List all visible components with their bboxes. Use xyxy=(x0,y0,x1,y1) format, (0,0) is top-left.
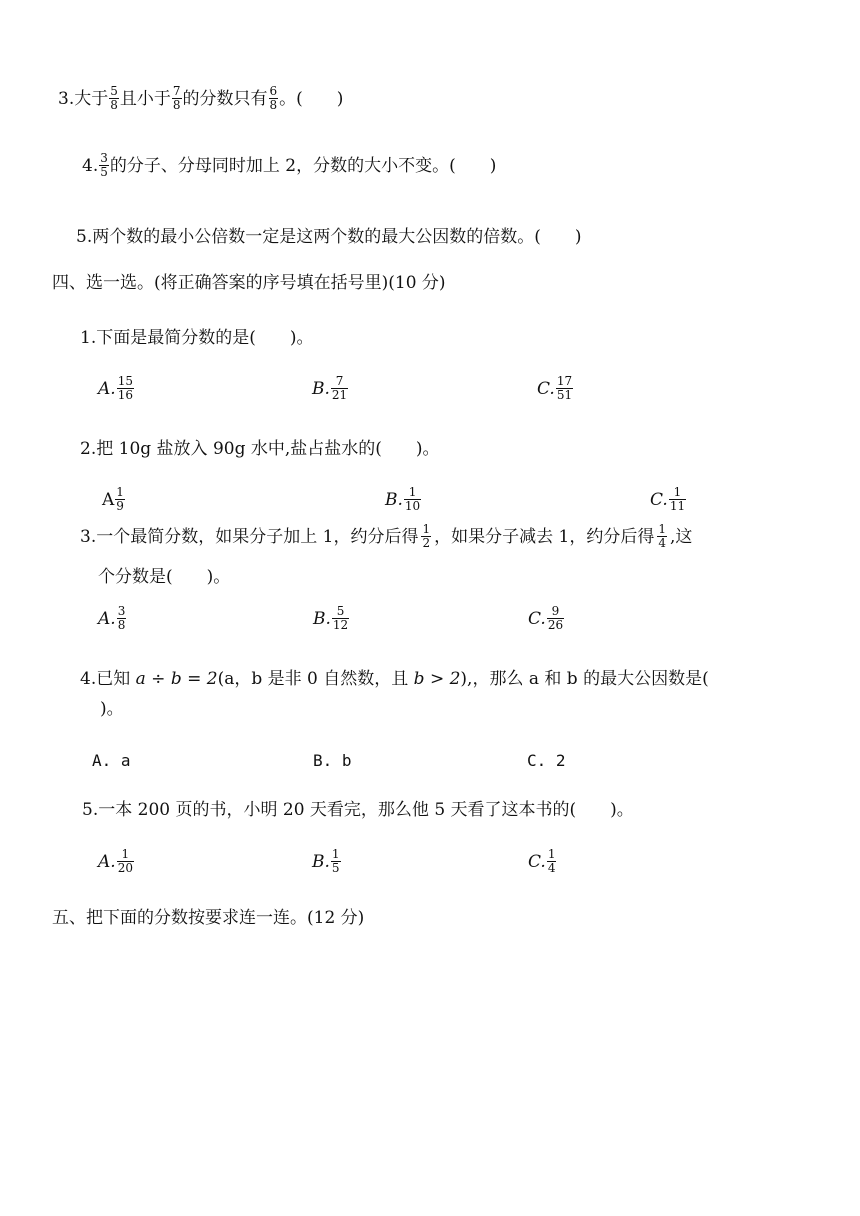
option-a[interactable] xyxy=(98,849,135,876)
question-text: 5.两个数的最小公倍数一定是这两个数的最大公因数的倍数。( ) xyxy=(76,227,582,247)
question-number: 4. xyxy=(82,156,99,176)
option-b[interactable]: B. b xyxy=(313,751,352,770)
question-text: ,这 xyxy=(669,527,693,547)
option-b[interactable] xyxy=(313,606,350,633)
option-label: C. xyxy=(650,490,668,510)
option-b[interactable] xyxy=(385,487,422,514)
option-a[interactable] xyxy=(98,376,135,403)
option-label: A. xyxy=(98,852,116,872)
option-c[interactable] xyxy=(528,606,565,633)
option-c[interactable] xyxy=(528,849,557,876)
fraction: $\frac{1}{11}$ xyxy=(669,485,686,513)
option-a[interactable] xyxy=(98,606,127,633)
section-5-title: 五、把下面的分数按要求连一连。(12 分) xyxy=(52,908,365,928)
fraction: $\frac{1}{5}$ xyxy=(331,847,340,875)
fraction: $\frac{5}{8}$ xyxy=(110,84,118,112)
option-label: B. xyxy=(312,379,330,399)
option-c[interactable]: C. 2 xyxy=(527,751,566,770)
fraction: $\frac{5}{12}$ xyxy=(332,604,349,632)
answer-blank[interactable]: 的分子、分母同时加上 2，分数的大小不变。( ) xyxy=(109,156,497,176)
math-expression: b > 2 xyxy=(413,669,461,689)
mc-question-1[interactable]: 1.下面是最简分数的是( )。 xyxy=(80,328,314,348)
fraction: $\frac{7}{8}$ xyxy=(172,84,181,112)
tf-question-3 xyxy=(58,86,343,113)
question-text: 3.一个最简分数，如果分子加上 1，约分后得 xyxy=(80,527,419,547)
option-b[interactable] xyxy=(312,376,349,403)
question-text: ，如果分子减去 1，约分后得 xyxy=(434,527,655,547)
fraction: $\frac{1}{9}$ xyxy=(116,485,124,513)
option-label: A. xyxy=(98,379,116,399)
tf-question-4 xyxy=(82,153,496,180)
option-a[interactable]: A. a xyxy=(92,751,131,770)
fraction: $\frac{1}{20}$ xyxy=(117,847,133,875)
fraction: $\frac{3}{8}$ xyxy=(117,604,126,632)
fraction: $\frac{3}{5}$ xyxy=(100,151,108,179)
option-label: B. xyxy=(313,609,331,629)
question-text: ),，那么 a 和 b 的最大公因数是( xyxy=(460,669,709,689)
option-label: B. xyxy=(385,490,403,510)
fraction: $\frac{17}{51}$ xyxy=(556,374,573,402)
mc-question-4-line2[interactable]: )。 xyxy=(100,699,124,719)
tf-question-5[interactable] xyxy=(76,225,581,249)
question-number: 3. xyxy=(58,89,75,109)
fraction: $\frac{1}{4}$ xyxy=(547,847,556,875)
question-text: 的分数只有 xyxy=(182,89,268,109)
option-label: B. xyxy=(312,852,330,872)
question-text: 大于 xyxy=(74,89,109,109)
mc-question-3-line2[interactable]: 个分数是( )。 xyxy=(98,567,231,587)
fraction: $\frac{1}{4}$ xyxy=(658,522,666,550)
option-c[interactable] xyxy=(650,487,687,514)
option-label: A. xyxy=(98,609,116,629)
math-expression: a ÷ b = 2 xyxy=(135,669,218,689)
mc-question-3[interactable] xyxy=(80,524,692,551)
option-label: C. xyxy=(528,609,546,629)
mc-question-4[interactable] xyxy=(80,667,709,691)
option-label: C. xyxy=(528,852,546,872)
fraction: $\frac{7}{21}$ xyxy=(331,374,348,402)
answer-blank[interactable]: 。( ) xyxy=(279,89,344,109)
question-text: 且小于 xyxy=(119,89,171,109)
fraction: $\frac{15}{16}$ xyxy=(117,374,133,402)
question-text: (a，b 是非 0 自然数，且 xyxy=(217,669,409,689)
mc-question-2[interactable]: 2.把 10g 盐放入 90g 水中,盐占盐水的( )。 xyxy=(80,439,440,459)
question-text: 4.已知 xyxy=(80,669,131,689)
option-b[interactable] xyxy=(312,849,342,876)
fraction: $\frac{6}{8}$ xyxy=(269,84,278,112)
option-c[interactable] xyxy=(537,376,574,403)
option-a[interactable] xyxy=(102,487,126,514)
option-label: C. xyxy=(537,379,555,399)
fraction: $\frac{9}{26}$ xyxy=(547,604,564,632)
fraction: $\frac{1}{10}$ xyxy=(404,485,421,513)
section-4-title: 四、选一选。(将正确答案的序号填在括号里)(10 分) xyxy=(52,273,446,293)
fraction: $\frac{1}{2}$ xyxy=(422,522,431,550)
option-label: A xyxy=(102,490,115,510)
mc-question-5[interactable]: 5.一本 200 页的书，小明 20 天看完，那么他 5 天看了这本书的( )。 xyxy=(82,800,634,820)
